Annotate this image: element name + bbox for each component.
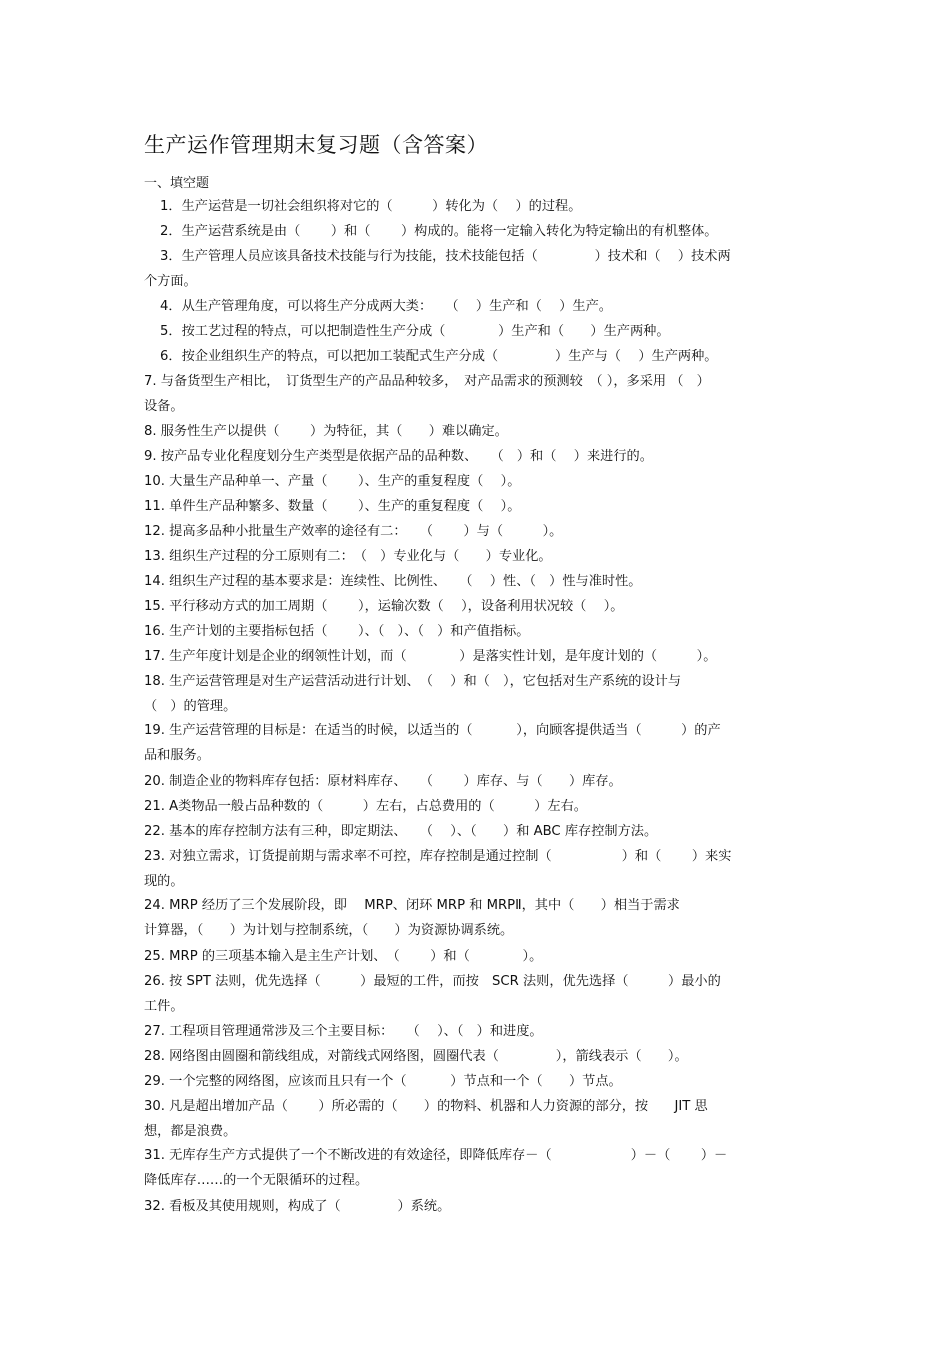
question-text: 27. 工程项目管理通常涉及三个主要目标： （ ）、（ ）和进度。 — [144, 1024, 543, 1039]
question-item — [144, 245, 804, 294]
question-text: 28. 网络图由圆圈和箭线组成，对箭线式网络图，圆圈代表（ ），箭线表示（ ）。 — [144, 1049, 688, 1064]
question-text: 7. 与备货型生产相比， 订货型生产的产品品种较多， 对产品需求的预测较 （ ），多采用 （ ） — [144, 374, 710, 389]
question-text: 24. MRP 经历了三个发展阶段，即 MRP、闭环 MRP 和 MRPⅡ，其中（ ）相当于需求 — [144, 898, 680, 913]
question-item — [144, 970, 804, 1019]
question-text-continued: 设备。 — [144, 398, 184, 414]
question-text-continued: 想，都是浪费。 — [144, 1123, 237, 1139]
question-text: 31. 无库存生产方式提供了一个不断改进的有效途径，即降低库存－（ ）－（ ）－ — [144, 1148, 728, 1163]
question-item — [144, 470, 804, 495]
question-text: 8. 服务性生产以提供（ ）为特征，其（ ）难以确定。 — [144, 424, 508, 439]
question-item — [144, 719, 804, 768]
question-text-continued: 现的。 — [144, 873, 184, 889]
page-title: 生产运作管理期末复习题（含答案） — [144, 133, 488, 157]
question-item — [160, 220, 804, 245]
question-text: 10. 大量生产品种单一、产量（ ）、生产的重复程度（ ）。 — [144, 474, 521, 489]
question-item — [144, 370, 804, 419]
question-text-continued: 个方面。 — [144, 273, 197, 289]
question-text: 14. 组织生产过程的基本要求是：连续性、比例性、 （ ）性、（ ）性与准时性。 — [144, 574, 642, 589]
question-item — [144, 820, 804, 845]
question-text: 5．按工艺过程的特点，可以把制造性生产分成（ ）生产和（ ）生产两种。 — [160, 324, 670, 339]
question-text: 2．生产运营系统是由（ ）和（ ）构成的。能将一定输入转化为特定输出的有机整体。 — [160, 224, 718, 239]
question-item — [144, 545, 804, 570]
question-text: 30. 凡是超出增加产品（ ）所必需的（ ）的物料、机器和人力资源的部分，按 JIT 思 — [144, 1099, 708, 1114]
question-text: 18. 生产运营管理是对生产运营活动进行计划、 （ ）和（ ），它包括对生产系统的设计与 — [144, 674, 682, 689]
question-item — [144, 420, 804, 445]
question-text: 17. 生产年度计划是企业的纲领性计划，而（ ）是落实性计划，是年度计划的（ ）。 — [144, 649, 717, 664]
question-text: 19. 生产运营管理的目标是：在适当的时候，以适当的（ ），向顾客提供适当（ ）的产 — [144, 723, 721, 738]
question-item — [160, 345, 804, 370]
question-item — [144, 645, 804, 670]
question-text: 3．生产管理人员应该具备技术技能与行为技能，技术技能包括（ ）技术和（ ）技术两 — [160, 249, 731, 264]
question-item — [144, 1195, 804, 1220]
question-text: 4．从生产管理角度，可以将生产分成两大类： （ ）生产和（ ）生产。 — [160, 299, 612, 314]
question-item — [144, 620, 804, 645]
question-text: 15. 平行移动方式的加工周期（ ），运输次数（ ），设备利用状况较（ ）。 — [144, 599, 624, 614]
question-text: 20. 制造企业的物料库存包括：原材料库存、 （ ）库存、与（ ）库存。 — [144, 774, 622, 789]
question-text: 29. 一个完整的网络图，应该而且只有一个（ ）节点和一个（ ）节点。 — [144, 1074, 622, 1089]
question-text: 25. MRP 的三项基本输入是主生产计划、 （ ）和（ ）。 — [144, 949, 543, 964]
question-text: 11. 单件生产品种繁多、数量（ ）、生产的重复程度（ ）。 — [144, 499, 521, 514]
question-item — [144, 795, 804, 820]
question-text: 16. 生产计划的主要指标包括（ ）、（ ）、（ ）和产值指标。 — [144, 624, 530, 639]
question-item — [160, 195, 804, 220]
question-item — [144, 894, 804, 943]
question-item — [160, 295, 804, 320]
question-item — [144, 570, 804, 595]
question-item — [144, 445, 804, 470]
question-item — [160, 320, 804, 345]
question-text: 9. 按产品专业化程度划分生产类型是依据产品的品种数、 （ ）和（ ）来进行的。 — [144, 449, 653, 464]
question-item — [144, 845, 804, 894]
question-text: 21. A类物品一般占品种数的（ ）左右，占总费用的（ ）左右。 — [144, 799, 587, 814]
question-text: 32. 看板及其使用规则，构成了（ ）系统。 — [144, 1199, 451, 1214]
section-heading: 一、填空题 — [144, 176, 210, 191]
question-text-continued: 降低库存……的一个无限循环的过程。 — [144, 1172, 369, 1188]
question-item — [144, 770, 804, 795]
question-text: 12. 提高多品种小批量生产效率的途径有二： （ ）与（ ）。 — [144, 524, 563, 539]
question-text: 6．按企业组织生产的特点，可以把加工装配式生产分成（ ）生产与（ ）生产两种。 — [160, 349, 718, 364]
question-text-continued: 计算器，（ ）为计划与控制系统，（ ）为资源协调系统。 — [144, 922, 514, 938]
question-item — [144, 520, 804, 545]
question-text: 1．生产运营是一切社会组织将对它的（ ）转化为（ ）的过程。 — [160, 199, 582, 214]
question-item — [144, 595, 804, 620]
question-text: 13. 组织生产过程的分工原则有二： （ ）专业化与（ ）专业化。 — [144, 549, 552, 564]
question-item — [144, 670, 804, 719]
question-item — [144, 1144, 804, 1193]
question-item — [144, 1045, 804, 1070]
question-text-continued: 工件。 — [144, 998, 184, 1014]
question-item — [144, 945, 804, 970]
question-text: 22. 基本的库存控制方法有三种，即定期法、 （ ）、（ ）和 ABC 库存控制方法。 — [144, 824, 658, 839]
question-text-continued: 品和服务。 — [144, 747, 210, 763]
question-text: 23. 对独立需求，订货提前期与需求率不可控，库存控制是通过控制（ ）和（ ）来实 — [144, 849, 732, 864]
question-item — [144, 1020, 804, 1045]
question-text: 26. 按 SPT 法则，优先选择（ ）最短的工件，而按 SCR 法则，优先选择（ ）最小的 — [144, 974, 721, 989]
question-item — [144, 1095, 804, 1144]
question-text-continued: （ ）的管理。 — [144, 698, 237, 714]
question-item — [144, 495, 804, 520]
question-item — [144, 1070, 804, 1095]
